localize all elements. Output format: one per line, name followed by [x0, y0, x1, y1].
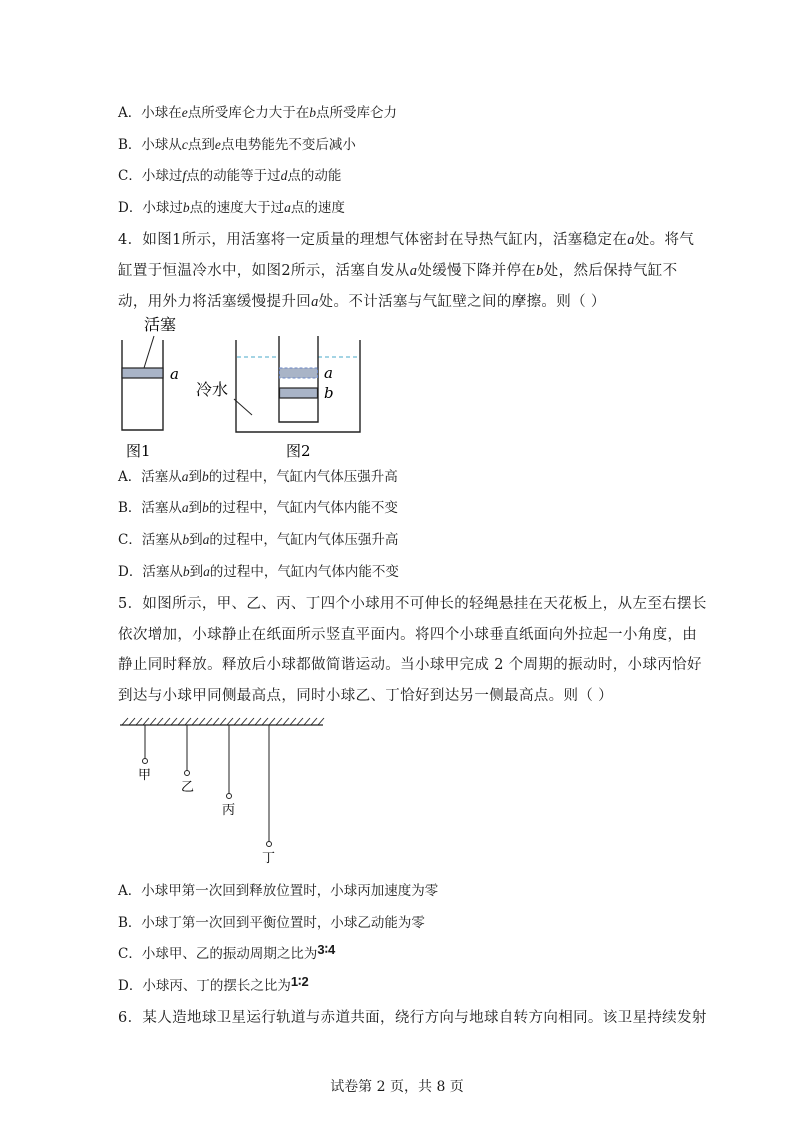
ceiling-hatch [129, 718, 135, 725]
ceiling-hatch [276, 718, 282, 725]
ceiling-hatch [248, 718, 254, 725]
cold-water-label: 冷水 [196, 380, 229, 399]
fig2-piston-a-dashed [280, 368, 318, 378]
q4-figure [110, 312, 370, 464]
fig2-beaker [234, 336, 360, 432]
q4-option-b: B．活塞从a到b的过程中，气缸内气体内能不变 [118, 500, 398, 516]
prev-option-d: D．小球过b点的速度大于过a点的速度 [118, 200, 345, 216]
q5-stem-line-4: 到达与小球甲同侧最高点，同时小球乙、丁恰好到达另一侧最高点。则（ ） [118, 688, 614, 704]
prev-option-c: C．小球过f点的动能等于过d点的动能 [118, 168, 342, 184]
ceiling-hatch [234, 718, 240, 725]
ceiling-hatch [143, 718, 149, 725]
q5-option-b: B．小球丁第一次回到平衡位置时，小球乙动能为零 [118, 915, 425, 931]
q5-stem-line-3: 静止同时释放。释放后小球都做简谐运动。当小球甲完成 2 个周期的振动时，小球丙恰好 [118, 657, 702, 673]
ceiling-hatch [304, 718, 310, 725]
ratio-c: 3∶4 [317, 942, 336, 957]
ceiling-hatch [178, 718, 184, 725]
ceiling-hatch [136, 718, 142, 725]
prev-option-a: A．小球在e点所受库仑力大于在b点所受库仑力 [118, 105, 397, 121]
ceiling-hatch [255, 718, 261, 725]
ceiling-hatch [269, 718, 275, 725]
pendulum-yi [181, 725, 194, 795]
fig1-piston-pointer [144, 336, 154, 368]
ceiling-hatch [122, 718, 128, 725]
fig2-cylinder [279, 336, 318, 422]
fig1-piston [122, 368, 163, 378]
ceiling-hatch [311, 718, 317, 725]
ceiling-hatch [283, 718, 289, 725]
ball-label-yi: 乙 [181, 780, 195, 795]
ceiling-hatch [318, 718, 324, 725]
ceiling-hatch [171, 718, 177, 725]
fig2-label-b: b [324, 384, 334, 402]
ceiling-hatch [164, 718, 170, 725]
q4-stem-line-1: 4．如图1所示，用活塞将一定质量的理想气体密封在导热气缸内，活塞稳定在a处。将气 [118, 232, 695, 248]
ceiling-hatch [213, 718, 219, 725]
ceiling-hatch [227, 718, 233, 725]
fig2-label-a: a [324, 364, 333, 382]
q4-option-a: A．活塞从a到b的过程中，气缸内气体压强升高 [118, 469, 398, 485]
q5-option-d: D．小球丙、丁的摆长之比为1∶2 [118, 974, 309, 994]
ratio-d: 1∶2 [290, 974, 309, 989]
ball-label-ding: 丁 [262, 851, 276, 866]
ceiling-hatch [297, 718, 303, 725]
ceiling-hatch [150, 718, 156, 725]
page-footer: 试卷第 2 页，共 8 页 [330, 1079, 464, 1095]
ceiling-hatch [199, 718, 205, 725]
q4-stem-line-3: 动，用外力将活塞缓慢提升回a处。不计活塞与气缸壁之间的摩擦。则（ ） [118, 294, 606, 310]
ceiling-hatch [185, 718, 191, 725]
fig2-caption: 图2 [286, 442, 311, 460]
q5-stem-line-1: 5．如图所示，甲、乙、丙、丁四个小球用不可伸长的轻绳悬挂在天花板上，从左至右摆长 [118, 596, 707, 612]
q5-figure [118, 712, 328, 870]
ceiling-hatch [220, 718, 226, 725]
pendulum-bing [222, 725, 235, 818]
q5-option-c: C．小球甲、乙的振动周期之比为3∶4 [118, 942, 336, 962]
q6-stem-line-1: 6．某人造地球卫星运行轨道与赤道共面，绕行方向与地球自转方向相同。该卫星持续发射 [118, 1010, 707, 1026]
piston-label: 活塞 [144, 315, 177, 334]
fig1-caption: 图1 [126, 442, 151, 460]
ceiling-hatch [157, 718, 163, 725]
ceiling-hatch [290, 718, 296, 725]
q5-option-a: A．小球甲第一次回到释放位置时，小球丙加速度为零 [118, 883, 439, 899]
ceiling-hatch [192, 718, 198, 725]
q4-option-d: D．活塞从b到a的过程中，气缸内气体内能不变 [118, 564, 399, 580]
fig1-cylinder [122, 336, 163, 430]
ceiling-hatch [262, 718, 268, 725]
pendulum-ding [262, 725, 275, 866]
ceiling [120, 718, 324, 725]
ball-label-bing: 丙 [222, 803, 236, 818]
q4-option-c: C．活塞从b到a的过程中，气缸内气体压强升高 [118, 532, 399, 548]
pendulum-jia [138, 725, 151, 783]
fig1-label-a: a [170, 365, 179, 383]
ceiling-hatch [206, 718, 212, 725]
fig2-piston-b [280, 388, 318, 398]
q5-stem-line-2: 依次增加，小球静止在纸面所示竖直平面内。将四个小球垂直纸面向外拉起一小角度，由 [118, 627, 698, 643]
q4-stem-line-2: 缸置于恒温冷水中，如图2所示，活塞自发从a处缓慢下降并停在b处，然后保持气缸不 [118, 263, 678, 279]
ceiling-hatch [241, 718, 247, 725]
prev-option-b: B．小球从c点到e点电势能先不变后减小 [118, 137, 356, 153]
ball-label-jia: 甲 [138, 768, 152, 783]
